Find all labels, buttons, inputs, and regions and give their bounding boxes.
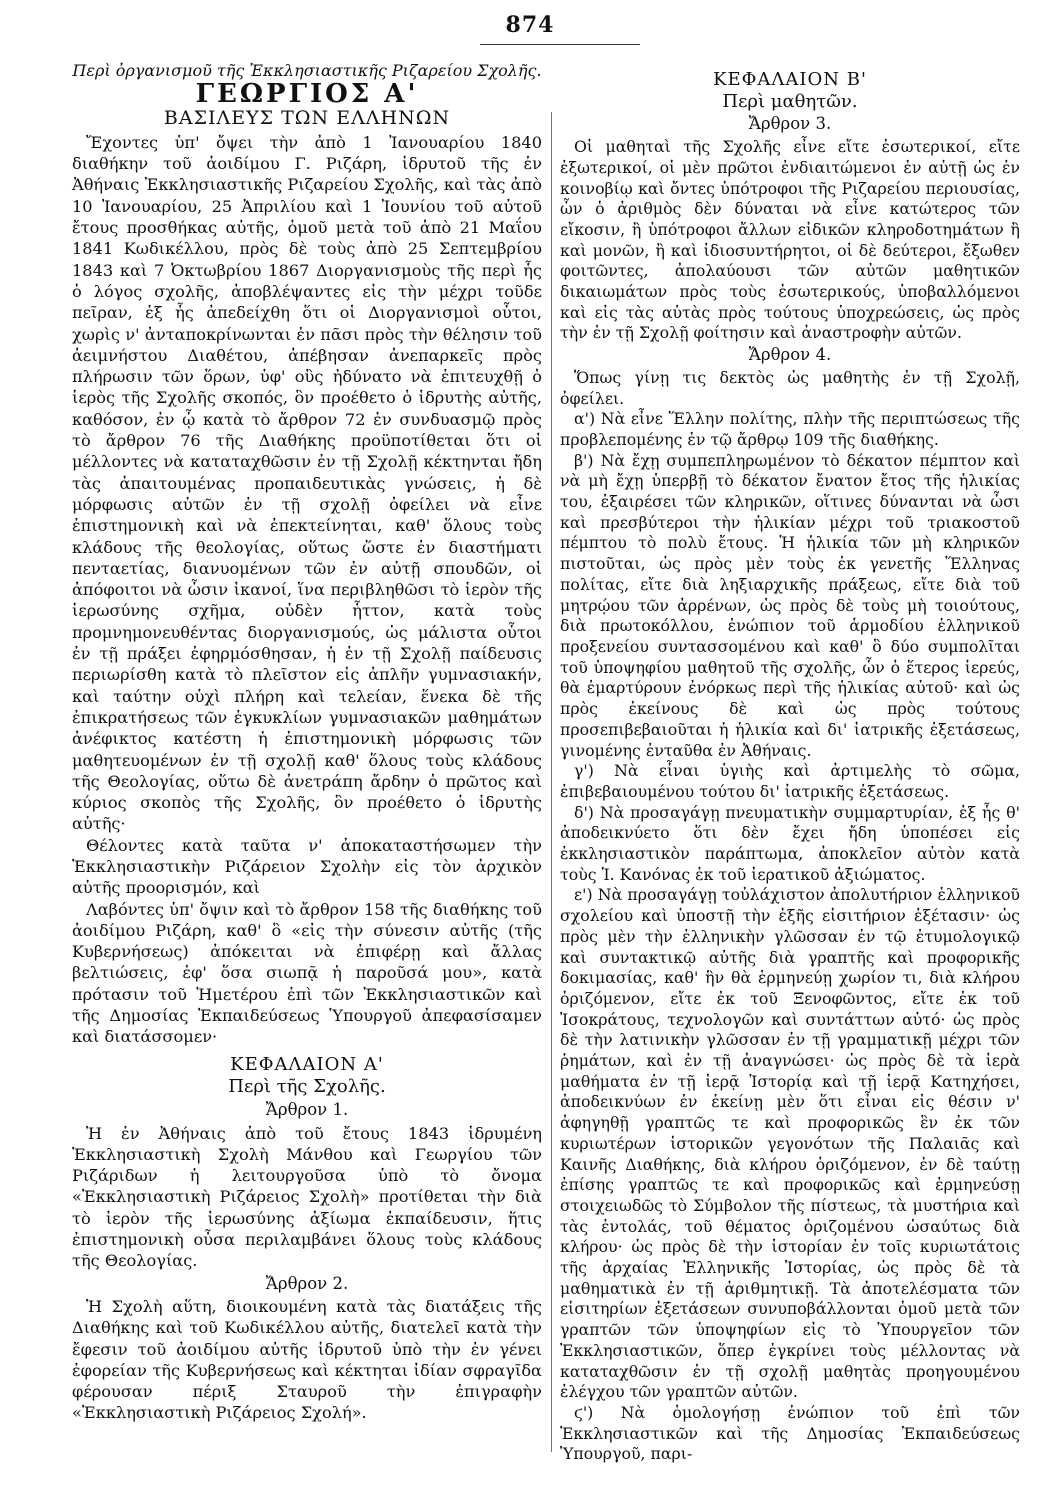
article-1-text: Ἡ ἐν Ἀθήναις ἀπὸ τοῦ ἔτους 1843 ἱδρυμένη Ἐκκλησιαστικὴ Σχολὴ Μάνθου καὶ Γεωργίου τῶν Ριζάριδων ἡ λειτουργοῦσα ὑπὸ τὸ ὄνομα «Ἐκκλησιαστικὴ Ριζάρειος Σχολὴ» προτίθεται τὴν διὰ τὸ ἱερὸν τῆς ἱερωσύνης ἀξίωμα ἐκπαίδευσιν, ἥτις ἐπιστημονικὴ οὖσα περιλαμβάνει ὅλους τοὺς κλάδους τῆς Θεολογίας.	[72, 1123, 542, 1271]
article-2-text: Ἡ Σχολὴ αὕτη, διοικουμένη κατὰ τὰς διατάξεις τῆς Διαθήκης καὶ τοῦ Κωδικέλλου αὐτῆς, διατελεῖ κατὰ τὴν ἔφεσιν τοῦ ἀοιδίμου αὐτῆς ἱδρυτοῦ ὑπὸ τὴν ἐν γένει ἐφορείαν τῆς Κυβερνήσεως καὶ κέκτηται ἰδίαν σφραγῖδα φέρουσαν πέριξ Σταυροῦ τὴν ἐπιγραφὴν «Ἐκκλησιαστικὴ Ριζάρειος Σχολή».	[72, 1296, 542, 1423]
page-number: 874	[505, 12, 555, 38]
column-divider	[551, 112, 552, 1452]
article-4-item-d: δ') Νὰ προσαγάγῃ πνευματικὴν συμμαρτυρίαν, ἐξ ἧς θ' ἀποδεικνύετο ὅτι δὲν ἔχει ἤδη ὑποπέσει εἰς ἐκκλησιαστικὸν παράπτωμα, ἀποκλεῖον αὐτὸν κατὰ τοὺς Ἱ. Κανόνας ἐκ τοῦ ἱερατικοῦ ἀξιώματος.	[560, 802, 1020, 884]
law-title: Περὶ ὀργανισμοῦ τῆς Ἐκκλησιαστικῆς Ριζαρείου Σχολῆς.	[72, 61, 542, 80]
preamble-paragraph: Θέλοντες κατὰ ταῦτα ν' ἀποκαταστήσωμεν τὴν Ἐκκλησιαστικὴν Ριζάρειον Σχολὴν εἰς τὸν ἀρχικὸν αὐτῆς προορισμόν, καὶ	[72, 835, 542, 898]
article-4-title: Ἄρθρον 4.	[748, 345, 832, 365]
article-4-intro: Ὅπως γίνῃ τις δεκτὸς ὡς μαθητὴς ἐν τῇ Σχολῇ, ὀφείλει.	[560, 367, 1020, 408]
preamble-paragraph: Ἔχοντες ὑπ' ὄψει τὴν ἀπὸ 1 Ἰανουαρίου 1840 διαθήκην τοῦ ἀοιδίμου Γ. Ριζάρη, ἱδρυτοῦ τῆς ἐν Ἀθήναις Ἐκκλησιαστικῆς Ριζαρείου Σχολῆς, καὶ τὰς ἀπὸ 10 Ἰανουαρίου, 25 Ἀπριλίου καὶ 1 Ἰουνίου τοῦ αὐτοῦ ἔτους προσθήκας αὐτῆς, ὁμοῦ μετὰ τοῦ ἀπὸ 21 Μαΐου 1841 Κωδικέλλου, πρὸς δὲ τοὺς ἀπὸ 25 Σεπτεμβρίου 1843 καὶ 7 Ὀκτωβρίου 1867 Διοργανισμοὺς τῆς περὶ ἧς ὁ λόγος σχολῆς, ἀποβλέψαντες εἰς τὴν μέχρι τοῦδε πεῖραν, ἐξ ἧς ἀπεδείχθη ὅτι οἱ Διοργανισμοὶ οὗτοι, χωρὶς ν' ἀνταποκρίνωνται ἐν πᾶσι πρὸς τὴν θέλησιν τοῦ ἀειμνήστου Διαθέτου, ἀπέβησαν ἀνεπαρκεῖς πρὸς πλήρωσιν τῶν ὅρων, ὑφ' οὓς ἠδύνατο νὰ ἐπιτευχθῇ ὁ ἱερὸς τῆς Σχολῆς σκοπός, ὃν προέθετο ὁ ἱδρυτὴς αὐτῆς, καθόσον, ἐν ᾧ κατὰ τὸ ἄρθρον 72 ἐν συνδυασμῷ πρὸς τὸ ἄρθρον 76 τῆς Διαθήκης προϋποτίθεται ὅτι οἱ μέλλοντες νὰ καταταχθῶσιν ἐν τῇ Σχολῇ κέκτηνται ἤδη τὰς ἀπαιτουμένας προπαιδευτικὰς γνώσεις, ἡ δὲ μόρφωσις αὐτῶν ἐν τῇ σχολῇ ὀφείλει νὰ εἶνε ἐπιστημονικὴ καὶ νὰ ἐπεκτείνηται, καθ' ὅλους τοὺς κλάδους τῆς θεολογίας, οὕτως ὥστε ἐν διαστήματι πενταετίας, διανυομένων τῶν ἐν αὐτῇ σπουδῶν, οἱ ἀπόφοιτοι νὰ ὦσιν ἱκανοί, ἵνα περιβληθῶσι τὸ ἱερὸν τῆς ἱερωσύνης σχῆμα, οὐδὲν ἧττον, κατὰ τοὺς προμνημονευθέντας διοργανισμούς, ὡς μάλιστα οὗτοι ἐν τῇ πράξει ἐφηρμόσθησαν, ἡ ἐν τῇ Σχολῇ παίδευσις περιωρίσθη κατὰ τὸ πλεῖστον εἰς ἁπλῆν γυμνασιακήν, καὶ ταύτην οὐχὶ πλήρη καὶ τελείαν, ἕνεκα δὲ τῆς ἐπικρατήσεως τῶν ἐγκυκλίων γυμνασιακῶν μαθημάτων ἀνέφικτος κατέστη ἡ ἐπιστημονικὴ μόρφωσις τῶν μαθητευομένων ἐν τῇ σχολῇ καθ' ὅλους τοὺς κλάδους τῆς Θεολογίας, οὕτω δὲ ἀνετράπη ἄρδην ὁ πρῶτος καὶ κύριος σκοπὸς τῆς Σχολῆς, ὃν προέθετο ὁ ἱδρυτὴς αὐτῆς·	[72, 132, 542, 834]
article-4-item-e: ε') Νὰ προσαγάγῃ τοὐλάχιστον ἀπολυτήριον ἑλληνικοῦ σχολείου καὶ ὑποστῇ τὴν ἑξῆς εἰσιτήριον ἐξέτασιν· ὡς πρὸς μὲν τὴν ἑλληνικὴν γλῶσσαν ἐν τῷ ἐτυμολογικῷ καὶ συντακτικῷ αὐτῆς διὰ γραπτῆς καὶ προφορικῆς δοκιμασίας, καθ' ἣν θὰ ἑρμηνεύῃ χωρίον τι, διὰ κλήρου ὁριζόμενον, εἴτε ἐκ τοῦ Ξενοφῶντος, εἴτε ἐκ τοῦ Ἰσοκράτους, τεχνολογῶν καὶ συντάττων αὐτό· ὡς πρὸς δὲ τὴν λατινικὴν γλῶσσαν ἐν τῇ γραμματικῇ μέχρι τῶν ῥημάτων, καὶ ἐν τῇ ἀναγνώσει· ὡς πρὸς δὲ τὰ ἱερὰ μαθήματα ἐν τῇ ἱερᾷ Ἱστορίᾳ καὶ τῇ ἱερᾷ Κατηχήσει, ἀποδεικνύων ἐν ἐκείνῃ μὲν ὅτι εἶναι εἰς θέσιν ν' ἀφηγηθῇ γραπτῶς τε καὶ προφορικῶς ἓν ἐκ τῶν κυριωτέρων ἱστορικῶν γεγονότων τῆς Παλαιᾶς καὶ Καινῆς Διαθήκης, διὰ κλήρου ὁριζόμενον, ἐν δὲ ταύτῃ ἐπίσης γραπτῶς τε καὶ προφορικῶς καὶ ἑρμηνεύσῃ στοιχειωδῶς τὸ Σύμβολον τῆς πίστεως, τὰ μυστήρια καὶ τὰς ἐντολάς, τοῦ θέματος ὁριζομένου ὡσαύτως διὰ κλήρου· ὡς πρὸς δὲ τὴν ἱστορίαν ἐν τοῖς κυριωτάτοις τῆς ἀρχαίας Ἑλληνικῆς Ἱστορίας, ὡς πρὸς δὲ τὰ μαθηματικὰ ἐν τῇ ἀριθμητικῇ. Τὰ ἀποτελέσματα τῶν εἰσιτηρίων ἐξετάσεων συνυποβάλλονται ὁμοῦ μετὰ τῶν γραπτῶν τῶν ὑποψηφίων εἰς τὸ Ὑπουργεῖον τῶν Ἐκκλησιαστικῶν, ὅπερ ἐγκρίνει τοὺς μέλλοντας νὰ καταταχθῶσιν ἐν τῇ σχολῇ μαθητὰς προηγουμένου ἐλέγχου τῶν γραπτῶν αὐτῶν.	[560, 885, 1020, 1402]
chapter-b-title: ΚΕΦΑΛΑΙΟΝ Β'	[713, 69, 867, 90]
right-column	[560, 60, 1020, 1465]
article-2-title: Ἄρθρον 2.	[265, 1273, 349, 1293]
article-3-title: Ἄρθρον 3.	[748, 114, 832, 134]
article-3-text: Οἱ μαθηταὶ τῆς Σχολῆς εἶνε εἴτε ἐσωτερικοί, εἴτε ἐξωτερικοί, οἱ μὲν πρῶτοι ἐνδιαιτώμενοι ἐν αὐτῇ ὡς ἐν κοινοβίῳ καὶ ὄντες ὑπότροφοι τῆς Ριζαρείου περιουσίας, ὧν ὁ ἀριθμὸς δὲν δύναται νὰ εἶνε κατώτερος τῶν εἴκοσιν, ἢ ὑπότροφοι ἄλλων εἰδικῶν κληροδοτημάτων ἢ καὶ μονῶν, ἢ καὶ ἰδιοσυντήρητοι, οἱ δὲ δεύτεροι, ἔξωθεν φοιτῶντες, ἀπολαύουσι τῶν αὐτῶν μαθητικῶν δικαιωμάτων πρὸς τοὺς ἐσωτερικούς, ὑποβαλλόμενοι καὶ εἰς τὰς αὐτὰς πρὸς τούτους ὑποχρεώσεις, ὡς πρὸς τὴν ἐν τῇ Σχολῇ φοίτησιν καὶ ἀναστροφὴν αὐτῶν.	[560, 137, 1020, 343]
king-title: ΓΕΩΡΓΙΟΣ Α'	[195, 79, 419, 110]
chapter-a-subtitle: Περὶ τῆς Σχολῆς.	[228, 1075, 386, 1097]
article-4-item-b: β') Νὰ ἔχῃ συμπεπληρωμένον τὸ δέκατον πέμπτον καὶ νὰ μὴ ἔχῃ ὑπερβῇ τὸ δέκατον ἔνατον ἔτος τῆς ἡλικίας του, ἐξαιρέσει τῶν κληρικῶν, οἵτινες δύνανται νὰ ὦσι καὶ πρεσβύτεροι τὴν ἡλικίαν μέχρι τοῦ τριακοστοῦ πέμπτου τὸ πολὺ ἔτους. Ἡ ἡλικία τῶν μὴ κληρικῶν πιστοῦται, ὡς πρὸς μὲν τοὺς ἐκ γενετῆς Ἕλληνας πολίτας, εἴτε διὰ ληξιαρχικῆς πράξεως, εἴτε διὰ τοῦ μητρῴου τῶν ἀρρένων, ὡς πρὸς δὲ τοὺς μὴ τοιούτους, διὰ πρωτοκόλλου, ἐνώπιον τοῦ ἁρμοδίου ἑλληνικοῦ προξενείου συντασσομένου καὶ καθ' ὃ δύο συμπολῖται τοῦ ὑποψηφίου μαθητοῦ τῆς σχολῆς, ὧν ὁ ἕτερος ἱερεύς, θὰ ἐμαρτύρουν ἐνόρκως περὶ τῆς ἡλικίας αὐτοῦ· καὶ ὡς πρὸς ἐκείνους δὲ καὶ ὡς πρὸς τούτους προσεπιβεβαιοῦται ἡ ἡλικία καὶ δι' ἰατρικῆς ἐξετάσεως, γινομένης ἐνταῦθα ἐν Ἀθήναις.	[560, 450, 1020, 760]
article-4-item-c: γ') Νὰ εἶναι ὑγιὴς καὶ ἀρτιμελὴς τὸ σῶμα, ἐπιβεβαιουμένου τούτου δι' ἰατρικῆς ἐξετάσεως.	[560, 761, 1020, 801]
king-subtitle: ΒΑΣΙΛΕΥΣ ΤΩΝ ΕΛΛΗΝΩΝ	[163, 106, 451, 129]
chapter-a-title: ΚΕΦΑΛΑΙΟΝ Α'	[230, 1053, 384, 1075]
article-1-title: Ἄρθρον 1.	[265, 1100, 349, 1120]
left-column	[72, 60, 542, 1424]
article-4-item-f: ϛ') Νὰ ὁμολογήσῃ ἐνώπιον τοῦ ἐπὶ τῶν Ἐκκλησιαστικῶν καὶ τῆς Δημοσίας Ἐκπαιδεύσεως Ὑπουργοῦ, παρι-	[560, 1403, 1020, 1464]
preamble-paragraph: Λαβόντες ὑπ' ὄψιν καὶ τὸ ἄρθρον 158 τῆς διαθήκης τοῦ ἀοιδίμου Ριζάρη, καθ' ὃ «εἰς τὴν σύνεσιν αὐτῆς (τῆς Κυβερνήσεως) ἀπόκειται νὰ ἐπιφέρῃ καὶ ἄλλας βελτιώσεις, ἐφ' ὅσα σιωπᾷ ἡ παροῦσά μου», κατὰ πρότασιν τοῦ Ἡμετέρου ἐπὶ τῶν Ἐκκλησιαστικῶν καὶ τῆς Δημοσίας Ἐκπαιδεύσεως Ὑπουργοῦ ἀπεφασίσαμεν καὶ διατάσσομεν·	[72, 899, 542, 1047]
chapter-b-subtitle: Περὶ μαθητῶν.	[722, 90, 858, 112]
article-4-item-a: α') Νὰ εἶνε Ἕλλην πολίτης, πλὴν τῆς περιπτώσεως τῆς προβλεπομένης ἐν τῷ ἄρθρῳ 109 τῆς διαθήκης.	[560, 409, 1020, 449]
top-rule	[480, 44, 640, 45]
